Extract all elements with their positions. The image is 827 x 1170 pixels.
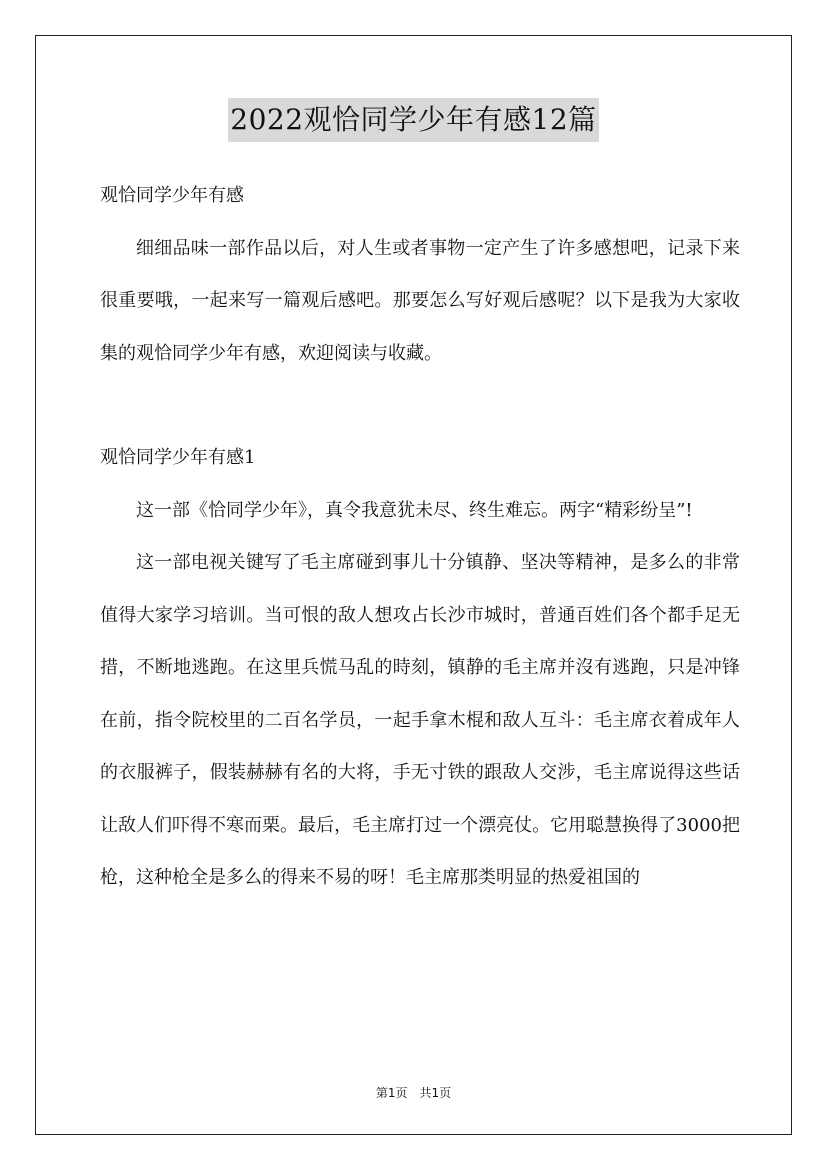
section-spacer [100, 380, 740, 432]
page-total: 共1页 [419, 1086, 452, 1100]
section-1-paragraph-2: 这一部电视关键写了毛主席碰到事儿十分镇静、坚决等精神，是多么的非常值得大家学习培训。当可恨的敌人想攻占长沙市城时，普通百姓们各个都手足无措，不断地逃跑。在这里兵慌马乱的時刻，镇静的毛主席并沒有逃跑，只是冲锋在前，指令院校里的二百名学员，一起手拿木棍和敌人互斗：毛主席衣着成年人的衣服裤子，假装赫赫有名的大将，手无寸铁的跟敌人交涉，毛主席说得这些话让敌人们吓得不寒而栗。最后，毛主席打过一个漂亮仗。它用聪慧换得了3000把枪，这种枪全是多么的得来不易的呀！毛主席那类明显的热爱祖国的 [100, 552, 740, 888]
intro-paragraph: 细细品味一部作品以后，对人生或者事物一定产生了许多感想吧，记录下来很重要哦，一起来写一篇观后感吧。那要怎么写好观后感呢？以下是我为大家收集的观恰同学少年有感，欢迎阅读与收藏。 [100, 237, 740, 364]
document-body [100, 170, 740, 905]
page-footer [0, 1084, 827, 1101]
section-heading-1: 观恰同学少年有感1 [100, 447, 256, 468]
section-1-paragraph-1: 这一部《恰同学少年》，真令我意犹未尽、终生难忘。两字“精彩纷呈”! [136, 499, 693, 521]
section-heading-intro: 观恰同学少年有感 [100, 185, 244, 206]
page-number: 第1页 [375, 1086, 408, 1100]
document-title: 2022观恰同学少年有感12篇 [228, 98, 598, 142]
title-container [0, 98, 827, 142]
